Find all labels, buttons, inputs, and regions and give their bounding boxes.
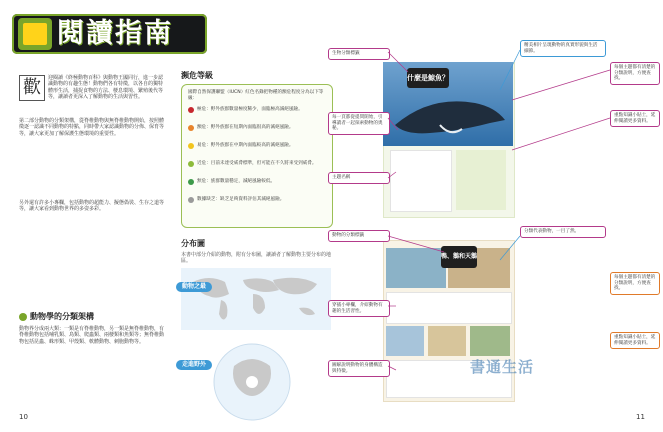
callout-question: 每一頁都從提問開始，引導讀者一起探索動物的奧秘。 [328,112,390,135]
endangered-heading: 瀕危等級 [181,71,213,80]
callout-photo: 精美相片呈現動物的真實形貌與生活細節。 [520,40,606,57]
callout-extra-2: 重點知識小貼士，延伸閱讀更多資料。 [610,332,660,349]
classification-text: 動物界分成兩大類：一類是有脊椎動物，另一類是無脊椎動物，有脊椎動物包括哺乳類、鳥類、爬蟲類、兩棲類和魚類等；無脊椎動物包括昆蟲、蛛形類、甲殼類、軟體動物、刺胞動物等。 [19,326,165,345]
callout-representatives: 分類代表動物，一目了然。 [520,226,606,238]
page-number-left: 10 [19,413,28,421]
callout-category: 每個主題都有清楚的分類說明，方便查找。 [610,62,660,85]
section-heading-classification: 動物學的分類架構 [30,312,94,321]
callout-animal-tag: 動物的分類標籤 [328,230,390,242]
intro-paragraph: 迎閱讀《終極動物百科》與動物王國同行，進一步認識動物的有趣生態！動物們各有特徵，以各自的獨特體形生活，捕捉食物的方法、棲息環境、繁殖後代等等，讓讀者更深入了解動物的生活與習性。 [48,75,164,101]
callout-sidebar: 穿插小專欄，介紹動物有趣的生活習性。 [328,300,390,317]
endangered-legend-box: 國際自然保護聯盟（IUCN）紅色名錄把物種的瀕危程度分為以下等級： 極危：野外族群數量極度稀少，面臨極高滅絕風險。 瀕危：野外族群在短期內面臨很高的滅絕風險。 易危：野外族群在中期內面臨較高的滅絕風險。 近危：目前未達受威脅標準，但可能在不久將來受到威脅。 無危：族群數量穩定，滅絕風險較低。 數據缺乏：缺乏足夠資料評估其滅絕風險。 [181,84,333,228]
distribution-heading: 分布圖 [181,239,205,248]
legend-intro: 國際自然保護聯盟（IUCN）紅色名錄把物種的瀕危程度分為以下等級： [188,90,324,101]
callout-topic-name: 主題名稱 [328,172,390,184]
spread-title-whale: 什麼是鯨魚？ [407,68,449,88]
watermark: 書通生活 [470,358,535,376]
page-number-right: 11 [636,413,645,421]
body-paragraph-3: 另外還有許多小專欄，包括動物的超能力、擬態偽裝、生存之道等等，讓大家看到動物世界的多姿多彩。 [19,200,165,213]
callout-tips: 重點知識小貼士，延伸閱讀更多資料。 [610,110,660,127]
body-paragraph-2: 第二部分動物的分類架構，從脊椎動物與無脊椎動物開始，按照體徵逐一認識不同動物的特點，同時帶大家認識動物的分佈、保育等等，讓大家更加了解保護生態環境的重要性。 [19,118,165,137]
callout-taxonomy-tag: 生物分類標籤 [328,48,390,60]
drop-cap: 歡 [19,75,45,101]
map-label-animal-extremes: 動物之最 [176,282,212,292]
page-title: 閱讀指南 [57,18,173,49]
map-label-into-wild: 走進野外 [176,360,212,370]
spread-title-ducks: 鴨、鵝和天鵝 [441,246,477,268]
distribution-text: 本書中部分介紹的動物，附有分布圖，讓讀者了解動物主要分布的地區。 [181,252,332,265]
callout-diagram: 圖解說明動物的身體構造與特徵。 [328,360,390,377]
callout-extra-1: 每個主題都有清楚的分類說明，方便查找。 [610,272,660,295]
